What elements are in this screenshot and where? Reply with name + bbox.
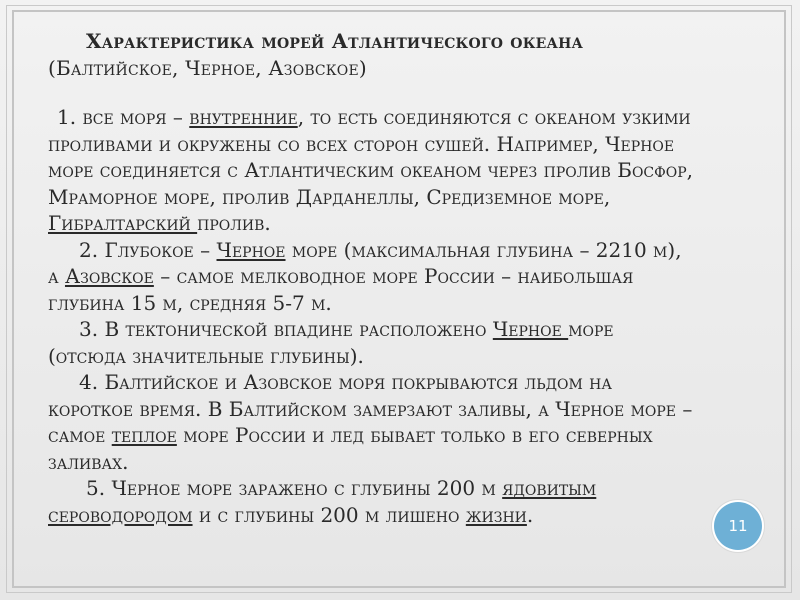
underlined-term: жизни: [465, 502, 527, 527]
title-line-2: (Балтийское, Черное, Азовское): [48, 56, 367, 80]
underlined-term: Гибралтарский: [48, 211, 198, 235]
paragraph-segment: 3. В тектонической впадине расположено: [79, 317, 493, 341]
paragraph-3: [48, 316, 698, 369]
underlined-term: ядовитым сероводородом: [48, 476, 597, 527]
slide-title: [48, 28, 698, 82]
paragraph-segment: .: [526, 502, 534, 527]
paragraph-5: [48, 475, 698, 528]
paragraph-segment: пролив.: [197, 211, 271, 235]
slide-content: [48, 28, 698, 528]
underlined-term: Черное: [492, 317, 569, 341]
underlined-term: внутренние: [189, 105, 298, 129]
underlined-term: Черное: [216, 237, 286, 262]
paragraph-1: [48, 104, 698, 237]
underlined-term: Азовское: [64, 264, 154, 288]
paragraph-segment: и с глубины 200 м лишено: [192, 502, 466, 527]
paragraph-4: [48, 369, 698, 475]
paragraph-segment: , то есть соединяются с океаном узкими проливами и окружены со всех сторон сушей. Например, Черное море соединяется с Атлантическим океаном через пролив Босфор, Мраморное море, пролив Дарданеллы, Средиземное море,: [48, 105, 694, 209]
paragraph-segment: 4. Балтийское и Азовское моря покрываются льдом на короткое время. В Балтийском замерзают заливы, а Черное море – самое: [48, 370, 693, 447]
paragraph-segment: 1. все моря –: [57, 105, 190, 129]
underlined-term: теплое: [111, 423, 177, 447]
paragraph-segment: море (максимальная глубина – 2210 м), а: [48, 237, 682, 288]
paragraph-segment: – самое мелководное море России – наибольшая глубина 15 м, средняя 5-7 м.: [48, 264, 634, 315]
paragraph-2: [48, 237, 698, 317]
paragraph-segment: 2. Глубокое –: [79, 237, 217, 262]
slide-number: 11: [728, 517, 748, 535]
title-line-1: Характеристика морей Атлантического океана: [86, 29, 584, 53]
paragraph-segment: море (отсюда значительные глубины).: [48, 317, 614, 368]
paragraph-segment: море России и лед бывает только в его северных заливах.: [48, 423, 653, 474]
slide-number-badge: [714, 502, 762, 550]
paragraph-segment: 5. Черное море заражено с глубины 200 м: [86, 476, 503, 500]
slide-body: [48, 104, 698, 528]
